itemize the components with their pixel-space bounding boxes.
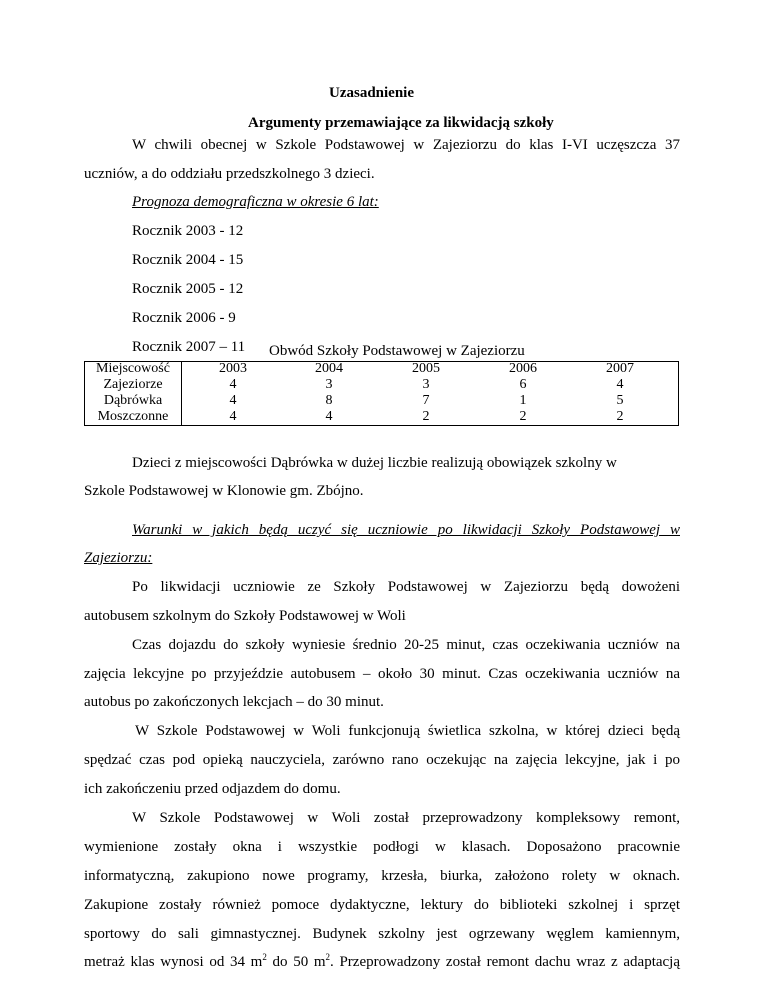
paragraph-time-line1: Czas dojazdu do szkoły wyniesie średnio 20-25 minut, czas oczekiwania uczniów na — [132, 637, 680, 653]
forecast-item: Rocznik 2007 – 11 — [132, 339, 246, 355]
table-header-cell: 2004 — [315, 361, 343, 376]
table-caption: Obwód Szkoły Podstawowej w Zajeziorzu — [269, 343, 525, 359]
table-column-2007 — [595, 361, 645, 425]
paragraph-intro-line2: uczniów, a do oddziału przedszkolnego 3 dzieci. — [84, 166, 375, 182]
paragraph-renovation-line4: Zakupione zostały również pomoce dydaktyczne, lektury do biblioteki szkolnej i sprzęt — [84, 897, 680, 913]
paragraph-club-line2: spędzać czas pod opieką nauczyciela, zarówno rano oczekując na zajęcia lekcyjne, jak i po — [84, 752, 680, 768]
forecast-heading: Prognoza demograficzna w okresie 6 lat: — [132, 194, 379, 210]
table-cell: 4 — [229, 377, 237, 392]
table-cell: 1 — [519, 393, 527, 408]
paragraph-renovation-line2: wymienione zostały okna i wszystkie podłogi w klasach. Doposażono pracownie — [84, 839, 680, 855]
paragraph-renovation-line6: metraż klas wynosi od 34 $m^2$ do 50 $m^2$. Przeprowadzony został remont dachu wraz z adaptacją — [84, 952, 680, 970]
table-cell: 4 — [229, 393, 237, 408]
table-column-2003 — [208, 361, 258, 425]
table-cell-place: Moszczonne — [97, 409, 169, 424]
table-cell: 2 — [422, 409, 430, 424]
table-header-cell: 2003 — [219, 361, 247, 376]
forecast-item: Rocznik 2003 - 12 — [132, 223, 244, 239]
paragraph-intro-line1: W chwili obecnej w Szkole Podstawowej w Zajeziorzu do klas I-VI uczęszcza 37 — [132, 137, 680, 153]
table-cell: 2 — [616, 409, 624, 424]
table-cell: 3 — [325, 377, 333, 392]
paragraph-dabrowka-line1: Dzieci z miejscowości Dąbrówka w dużej liczbie realizują obowiązek szkolny w — [132, 455, 617, 471]
paragraph-club-line3: ich zakończeniu przed odjazdem do domu. — [84, 781, 341, 797]
table-cell: 4 — [616, 377, 624, 392]
table-first-column — [84, 361, 182, 425]
table-header-cell: Miejscowość — [96, 361, 170, 376]
table-column-2006 — [498, 361, 548, 425]
conditions-heading-line2: Zajeziorzu: — [84, 550, 153, 566]
paragraph-renovation-line5: sportowy do sali gimnastycznej. Budynek szkolny jest ogrzewany węglem kamiennym, — [84, 926, 680, 942]
circuit-table — [84, 361, 679, 425]
table-header-cell: 2005 — [412, 361, 440, 376]
table-header-cell: 2007 — [606, 361, 634, 376]
table-cell: 3 — [422, 377, 430, 392]
paragraph-renovation-line1: W Szkole Podstawowej w Woli został przeprowadzony kompleksowy remont, — [132, 810, 680, 826]
paragraph-transport-line2: autobusem szkolnym do Szkoły Podstawowej w Woli — [84, 608, 406, 624]
table-cell: 8 — [325, 393, 333, 408]
forecast-item: Rocznik 2004 - 15 — [132, 252, 244, 268]
table-cell-place: Zajeziorze — [103, 377, 163, 392]
paragraph-renovation-line3: informatyczną, zakupiono nowe programy, krzesła, biurka, założono rolety w oknach. — [84, 868, 680, 884]
table-cell: 6 — [519, 377, 527, 392]
conditions-heading-line1: Warunki w jakich będą uczyć się uczniowie po likwidacji Szkoły Podstawowej w — [132, 522, 680, 538]
table-cell: 7 — [422, 393, 430, 408]
table-cell: 4 — [229, 409, 237, 424]
paragraph-transport-line1: Po likwidacji uczniowie ze Szkoły Podstawowej w Zajeziorzu będą dowożeni — [132, 579, 680, 595]
paragraph-dabrowka-line2: Szkole Podstawowej w Klonowie gm. Zbójno. — [84, 483, 364, 499]
table-column-2005 — [401, 361, 451, 425]
document-title: Uzasadnienie — [329, 85, 415, 101]
table-cell: 2 — [519, 409, 527, 424]
paragraph-time-line3: autobus po zakończonych lekcjach – do 30 minut. — [84, 694, 384, 710]
paragraph-club-line1: W Szkole Podstawowej w Woli funkcjonują świetlica szkolna, w której dzieci będą — [135, 723, 680, 739]
paragraph-time-line2: zajęcia lekcyjne po przyjeździe autobusem – około 30 minut. Czas oczekiwania uczniów na — [84, 666, 680, 682]
table-cell: 5 — [616, 393, 624, 408]
table-column-2004 — [304, 361, 354, 425]
table-header-cell: 2006 — [509, 361, 537, 376]
forecast-item: Rocznik 2005 - 12 — [132, 281, 244, 297]
section-heading-arguments: Argumenty przemawiające za likwidacją szkoły — [248, 115, 554, 131]
forecast-item: Rocznik 2006 - 9 — [132, 310, 236, 326]
table-cell: 4 — [325, 409, 333, 424]
table-cell-place: Dąbrówka — [103, 393, 163, 408]
